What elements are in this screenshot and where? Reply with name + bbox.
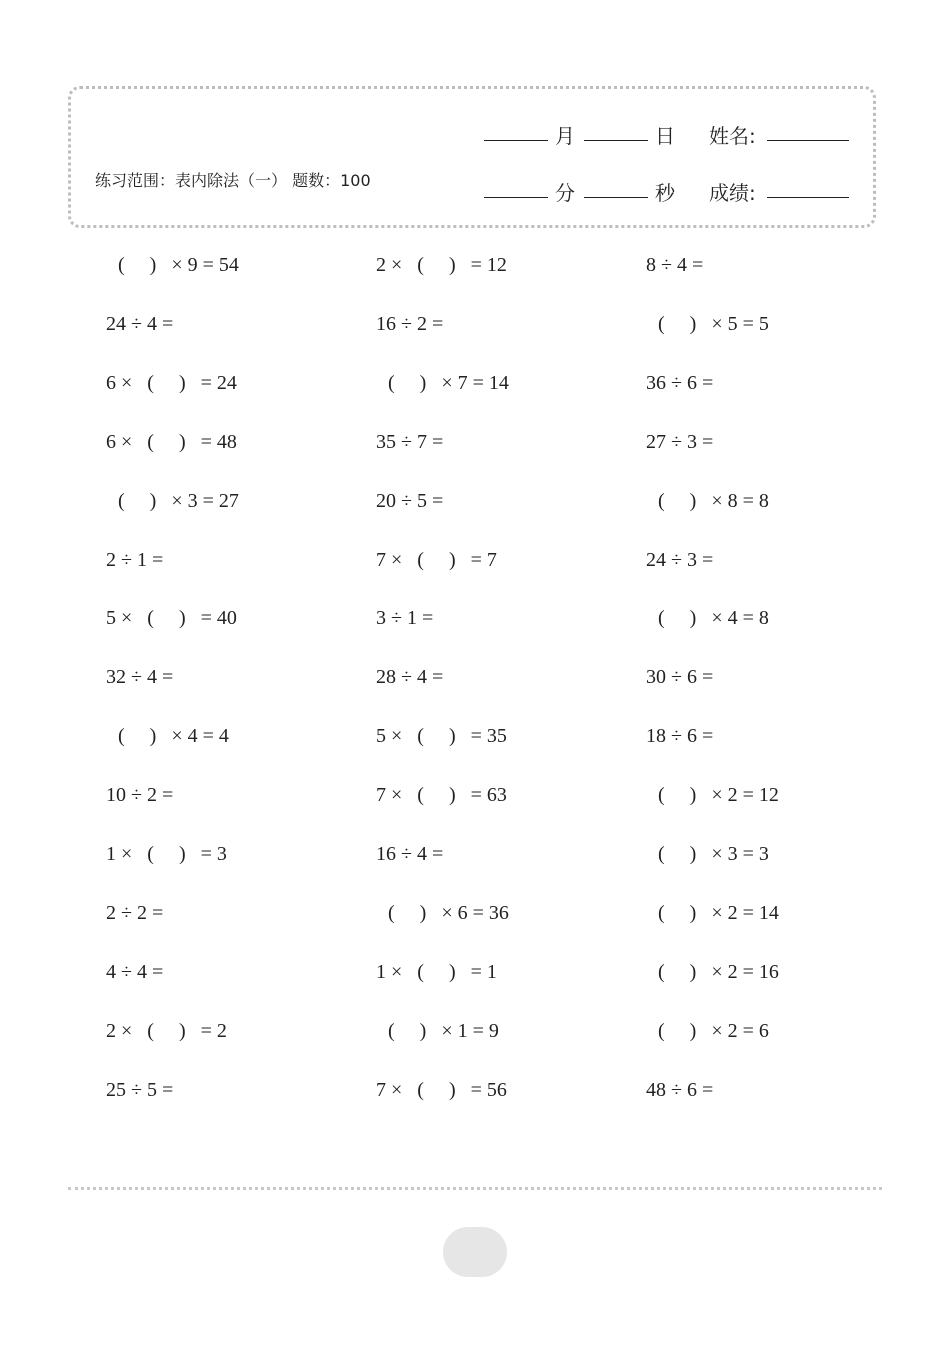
problem-item: ( ) × 2 = 14 bbox=[658, 901, 779, 924]
problem-item: 2 × ( ) = 2 bbox=[106, 1019, 227, 1042]
problem-item: 7 × ( ) = 7 bbox=[376, 548, 497, 571]
problem-item: 6 × ( ) = 24 bbox=[106, 371, 237, 394]
problem-item: ( ) × 6 = 36 bbox=[388, 901, 509, 924]
footer-divider bbox=[68, 1187, 882, 1190]
problem-item: 7 × ( ) = 63 bbox=[376, 784, 507, 807]
practice-range-text: 练习范围：表内除法（一） 题数：100 bbox=[95, 171, 371, 190]
problem-item: ( ) × 8 = 8 bbox=[658, 489, 769, 512]
minute-label: 分 bbox=[555, 181, 575, 205]
problem-item: ( ) × 7 = 14 bbox=[388, 371, 509, 394]
problem-item: ( ) × 5 = 5 bbox=[658, 312, 769, 335]
problem-item: 5 × ( ) = 35 bbox=[376, 725, 507, 748]
problem-item: 24 ÷ 4 = bbox=[106, 312, 174, 335]
second-label: 秒 bbox=[655, 181, 675, 205]
problem-item: ( ) × 4 = 4 bbox=[118, 725, 229, 748]
problem-item: 7 × ( ) = 56 bbox=[376, 1078, 507, 1101]
problem-item: ( ) × 1 = 9 bbox=[388, 1019, 499, 1042]
problem-item: 10 ÷ 2 = bbox=[106, 784, 174, 807]
problem-item: ( ) × 3 = 27 bbox=[118, 489, 239, 512]
problem-item: 32 ÷ 4 = bbox=[106, 666, 174, 689]
problem-item: 16 ÷ 4 = bbox=[376, 843, 444, 865]
problem-item: 8 ÷ 4 = bbox=[646, 254, 704, 276]
problem-item: ( ) × 9 = 54 bbox=[118, 254, 239, 276]
day-label: 日 bbox=[655, 124, 675, 148]
problem-item: 48 ÷ 6 = bbox=[646, 1078, 714, 1101]
problem-item: 6 × ( ) = 48 bbox=[106, 430, 237, 453]
problem-item: 4 ÷ 4 = bbox=[106, 960, 164, 983]
problem-item: ( ) × 3 = 3 bbox=[658, 843, 769, 865]
problem-item: ( ) × 2 = 16 bbox=[658, 960, 779, 983]
problem-item: 16 ÷ 2 = bbox=[376, 312, 444, 335]
score-label: 成绩: bbox=[709, 181, 756, 205]
problem-item: ( ) × 4 = 8 bbox=[658, 607, 769, 630]
problem-item: 3 ÷ 1 = bbox=[376, 607, 434, 630]
problem-item: 28 ÷ 4 = bbox=[376, 666, 444, 689]
problem-item: 20 ÷ 5 = bbox=[376, 489, 444, 512]
problem-item: 1 × ( ) = 1 bbox=[376, 960, 497, 983]
problem-item: 1 × ( ) = 3 bbox=[106, 843, 227, 865]
problem-item: 18 ÷ 6 = bbox=[646, 725, 714, 748]
problem-item: 35 ÷ 7 = bbox=[376, 430, 444, 453]
month-label: 月 bbox=[555, 124, 575, 148]
problem-item: 36 ÷ 6 = bbox=[646, 371, 714, 394]
problem-item: 2 ÷ 2 = bbox=[106, 901, 164, 924]
name-label: 姓名: bbox=[709, 124, 756, 148]
problem-item: 24 ÷ 3 = bbox=[646, 548, 714, 571]
problem-item: 2 ÷ 1 = bbox=[106, 548, 164, 571]
problem-item: 27 ÷ 3 = bbox=[646, 430, 714, 453]
problem-item: 30 ÷ 6 = bbox=[646, 666, 714, 689]
problem-item: ( ) × 2 = 12 bbox=[658, 784, 779, 807]
page-number-pill bbox=[443, 1227, 507, 1277]
problem-item: 25 ÷ 5 = bbox=[106, 1078, 174, 1101]
problem-item: 5 × ( ) = 40 bbox=[106, 607, 237, 630]
problem-item: 2 × ( ) = 12 bbox=[376, 254, 507, 276]
problem-item: ( ) × 2 = 6 bbox=[658, 1019, 769, 1042]
